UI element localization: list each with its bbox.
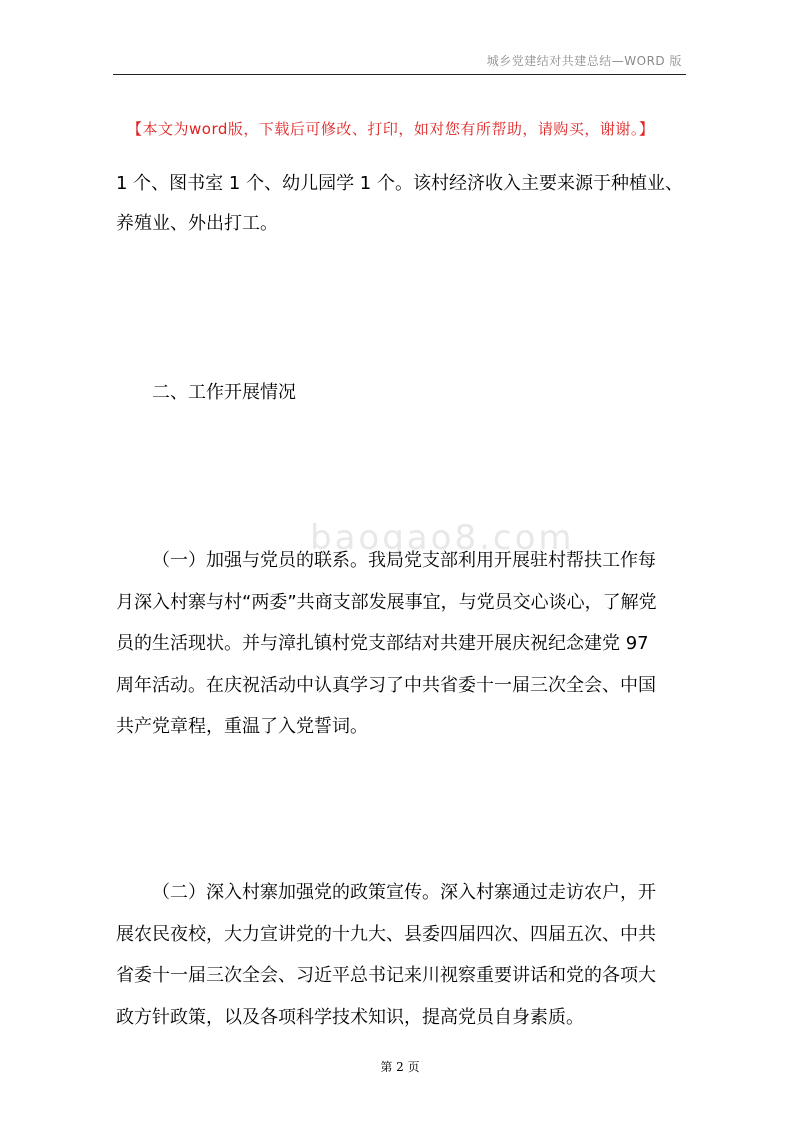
header-divider: [113, 74, 686, 75]
intro-paragraph: [116, 166, 686, 242]
paragraph-line: 省委十一届三次全会、习近平总书记来川视察重要讲话和党的各项大: [116, 965, 656, 986]
paragraph-line: 员的生活现状。并与漳扎镇村党支部结对共建开展庆祝纪念建党 97: [116, 633, 649, 654]
paragraph-line: （二）深入村寨加强党的政策宣传。深入村寨通过走访农户，开: [152, 882, 656, 903]
intro-line: 1 个、图书室 1 个、幼儿园学 1 个。该村经济收入主要来源于种植业、: [116, 173, 683, 194]
paragraph-line: （一）加强与党员的联系。我局党支部利用开展驻村帮扶工作每: [152, 550, 656, 571]
paragraph-line: 月深入村寨与村“两委”共商支部发展事宜，与党员交心谈心，了解党: [116, 591, 657, 613]
intro-line: 养殖业、外出打工。: [116, 213, 278, 234]
paragraph-2: [116, 872, 686, 1038]
paragraph-line: 政方针政策，以及各项科学技术知识，提高党员自身素质。: [116, 1006, 584, 1028]
paragraph-line: 展农民夜校，大力宣讲党的十九大、县委四届四次、四届五次、中共: [116, 923, 656, 945]
purchase-notice: 【本文为word版，下载后可修改、打印，如对您有所帮助，请购买，谢谢。】: [127, 120, 655, 138]
paragraph-line: 周年活动。在庆祝活动中认真学习了中共省委十一届三次全会、中国: [116, 674, 656, 696]
page-number: 第 2 页: [380, 1060, 420, 1074]
running-header: 城乡党建结对共建总结—WORD 版: [486, 54, 682, 68]
paragraph-1: [116, 540, 686, 748]
paragraph-line: 共产党章程，重温了入党誓词。: [116, 716, 368, 737]
watermark: baogao8.com: [310, 518, 575, 558]
section-heading: 二、工作开展情况: [152, 382, 296, 403]
